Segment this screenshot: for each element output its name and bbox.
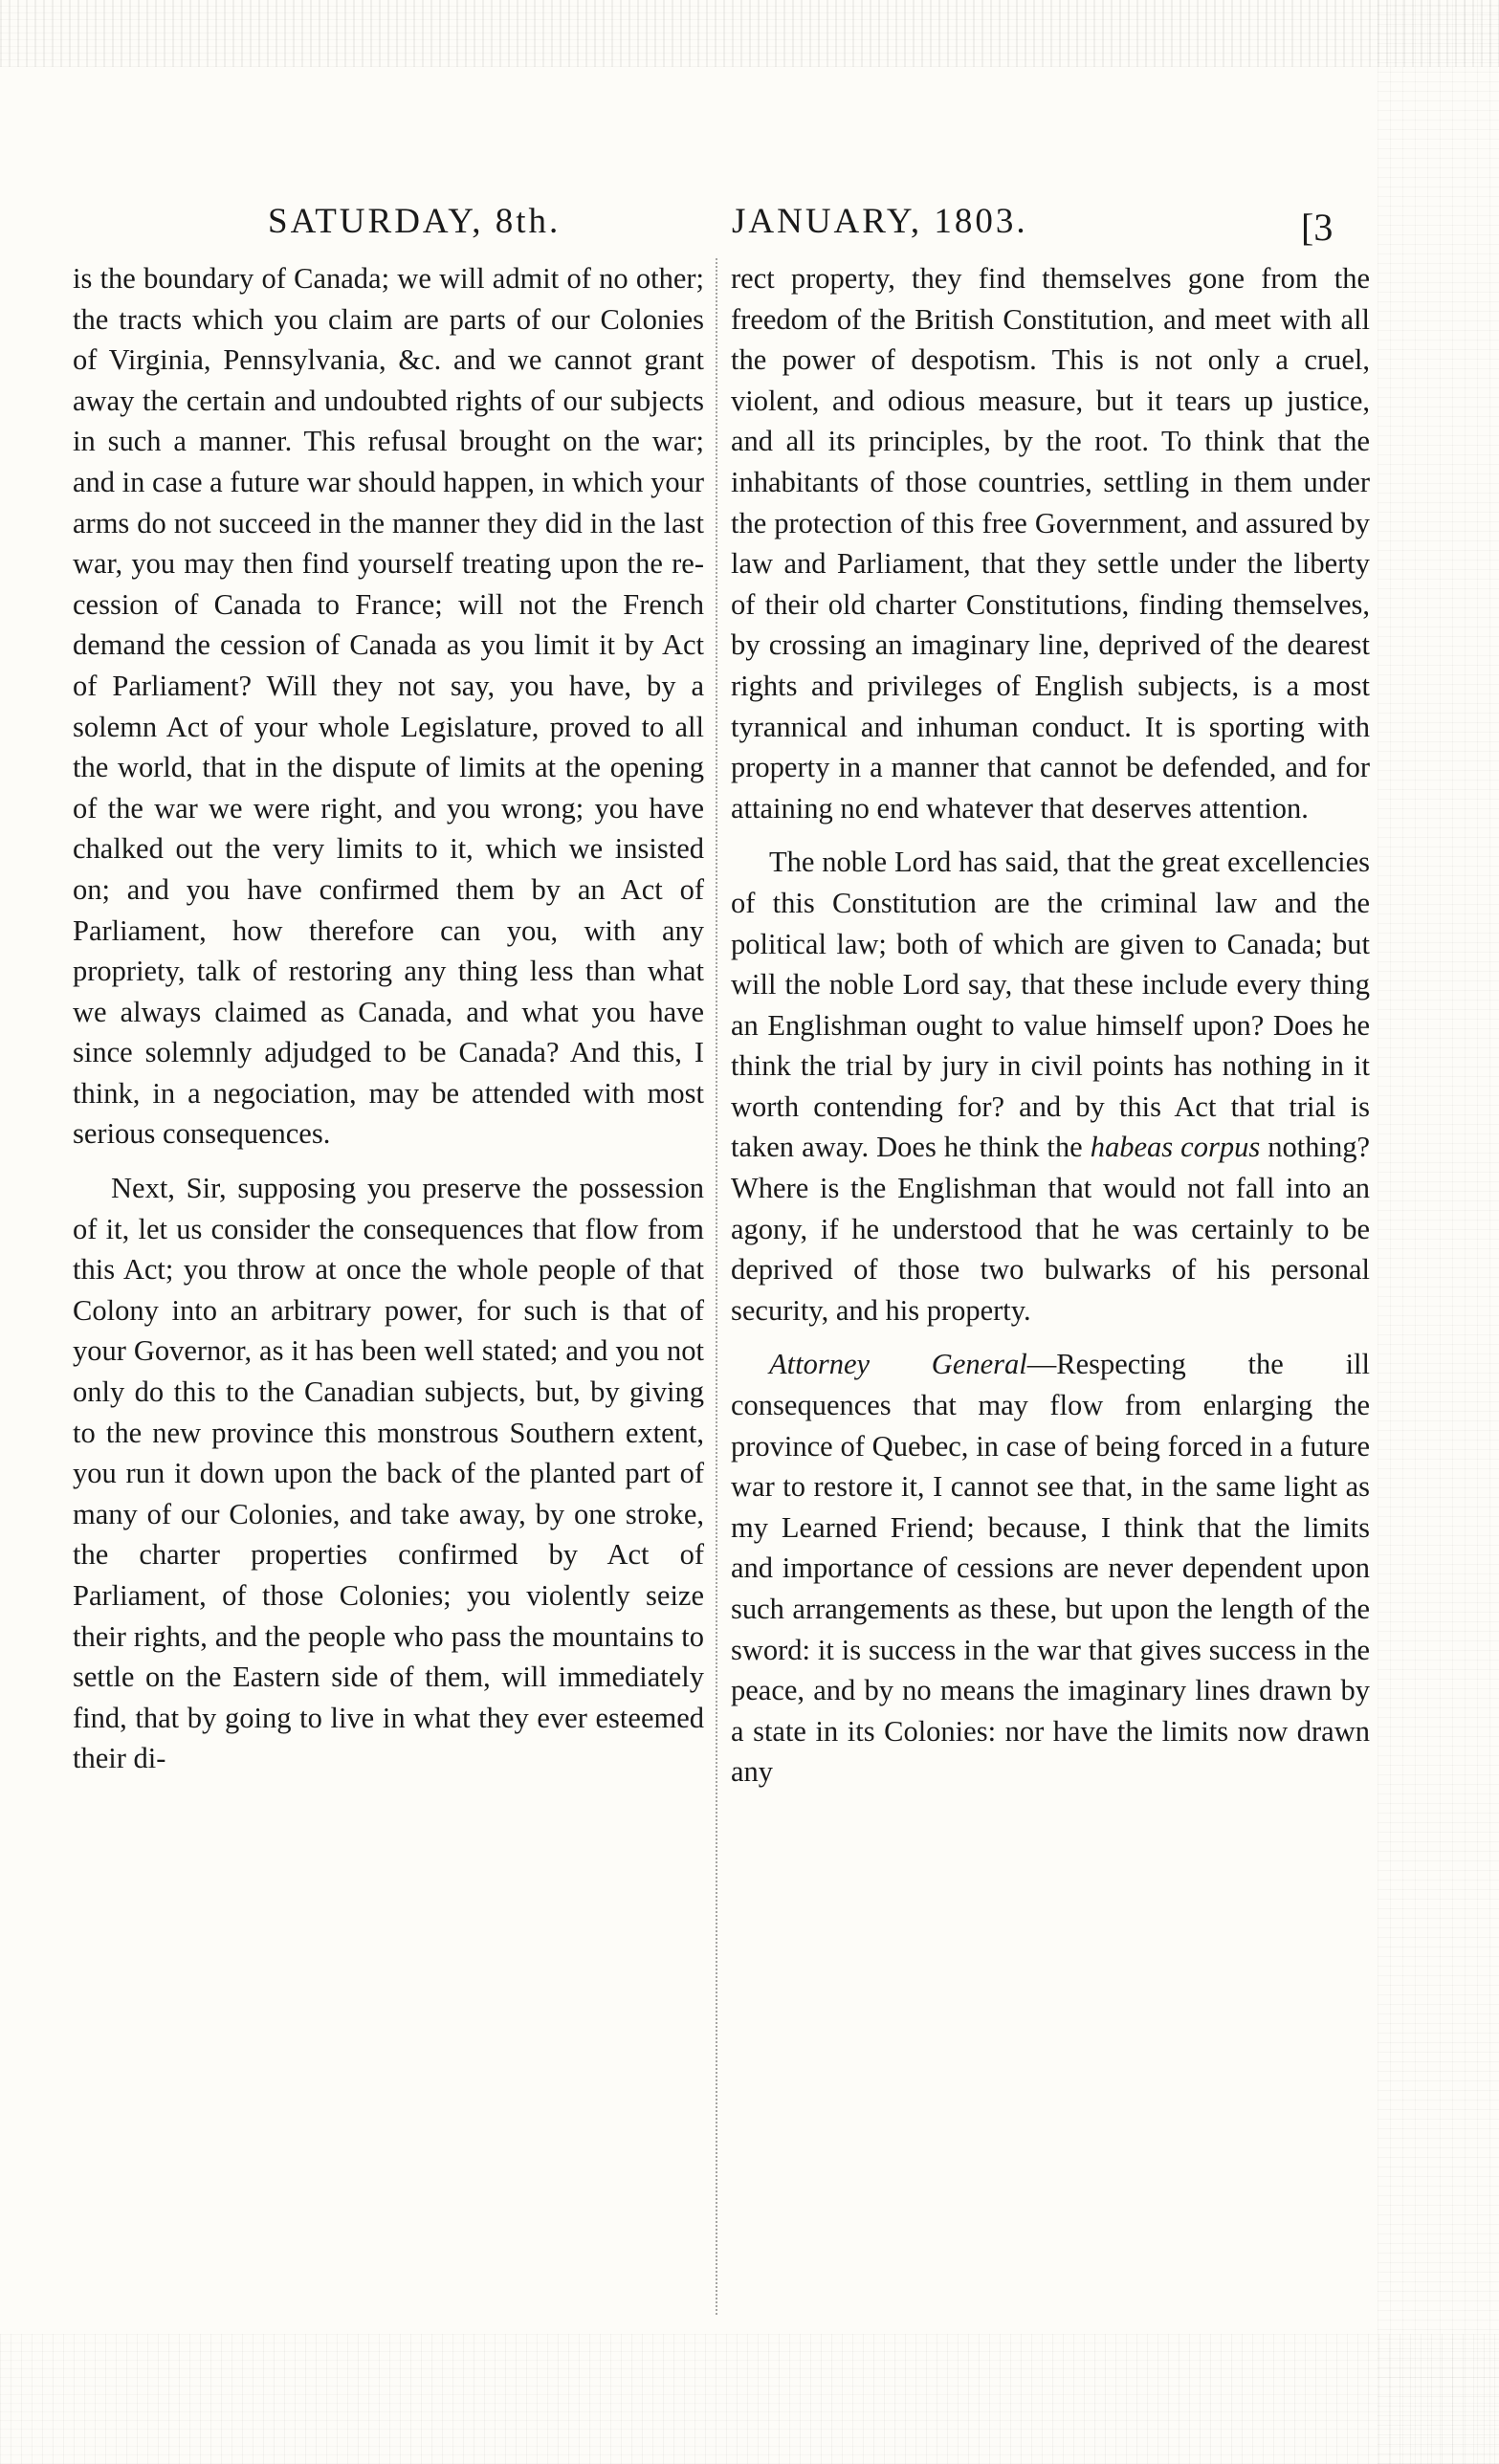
right-paragraph-2 bbox=[731, 842, 1370, 1331]
speaker-attorney-general: Attorney General bbox=[769, 1348, 1027, 1381]
left-column bbox=[73, 258, 704, 1779]
left-paragraph-1: is the boundary of Canada; we will admit of no other; the tracts which you claim are parts of our Colonies of Virginia, Pennsylvania, &c. and we cannot grant away the certain and undoubted rights of our subjects in such a manner. This refusal brought on the war; and in case a future war should happen, in which your arms do not succeed in the manner they did in the last war, you may then find yourself treating upon the re-cession of Canada to France; will not the French demand the cession of Canada as you limit it by Act of Parliament? Will they not say, you have, by a solemn Act of your whole Legislature, proved to all the world, that in the dispute of limits at the opening of the war we were right, and you wrong; you have chalked out the very limits to it, which we insisted on; and you have confirmed them by an Act of Parliament, how therefore can you, with any propriety, talk of restoring any thing less than what we always claimed as Canada, and what you have since solemnly adjudged to be Canada? And this, I think, in a negociation, may be attended with most serious consequences. bbox=[73, 262, 704, 1151]
page-header bbox=[268, 201, 1368, 258]
left-paragraph-2: Next, Sir, supposing you preserve the possession of it, let us consider the consequences that flow from this Act; you throw at once the whole people of that Colony into an arbitrary power, for such is that of your Governor, as it has been well stated; and you not only do this to the Canadian subjects, but, by giving to the new province this monstrous Southern extent, you run it down upon the back of the planted part of many of our Colonies, and take away, by one stroke, the charter properties confirmed by Act of Parliament, of those Colonies; you violently seize their rights, and the people who pass the mountains to settle on the Eastern side of them, will immediately find, that by going to live in what they ever esteemed their di- bbox=[73, 1172, 704, 1775]
right-paragraph-3 bbox=[731, 1344, 1370, 1793]
habeas-corpus-italic: habeas corpus bbox=[1090, 1131, 1261, 1164]
header-date: JANUARY, 1803. bbox=[732, 202, 1028, 241]
right-paragraph-3-text: —Respecting the ill consequences that may flow from enlarging the province of Quebec, in case of being forced in a future war to restore it, I cannot see that, in the same light as my Learned Friend; because, I think that the limits and importance of cessions are never dependent upon such arrangements as these, but upon the length of the sword: it is success in the war that gives success in the peace, and by no means the imaginary lines drawn by a state in its Colonies: nor have the limits now drawn any bbox=[731, 1348, 1370, 1789]
scan-noise-bottom bbox=[0, 2334, 1499, 2464]
right-paragraph-1: rect property, they find themselves gone from the freedom of the British Constitution, and meet with all the power of despotism. This is not only a cruel, violent, and odious measure, but it tears up justice, and all its principles, by the root. To think that the inhabitants of those countries, settling in them under the protection of this free Government, and assured by law and Parliament, that they settle under the liberty of their old charter Constitutions, finding themselves, by crossing an imaginary line, deprived of the dearest rights and privileges of English subjects, is a most tyrannical and inhuman conduct. It is sporting with property in a manner that cannot be defended, and for attaining no end whatever that deserves attention. bbox=[731, 262, 1370, 825]
scan-noise-right bbox=[1378, 0, 1499, 2464]
column-divider bbox=[716, 258, 717, 2315]
header-day: SATURDAY, 8th. bbox=[268, 202, 562, 241]
right-paragraph-2-end: nothing? Where is the Englishman that would not fall into an agony, if he understood that he was certainly to be deprived of those two bulwarks of his personal security, and his property. bbox=[731, 1131, 1371, 1327]
page-number: [3 bbox=[1301, 206, 1334, 249]
right-paragraph-2-text: The noble Lord has said, that the great excellencies of this Constitution are the criminal law and the political law; both of which are given to Canada; but will the noble Lord say, that these include every thing an Englishman ought to value himself upon? Does he think the trial by jury in civil points has nothing in it worth contending for? and by this Act that trial is taken away. Does he think the bbox=[731, 846, 1370, 1164]
right-column bbox=[731, 258, 1370, 1793]
scan-noise-top bbox=[0, 0, 1499, 67]
